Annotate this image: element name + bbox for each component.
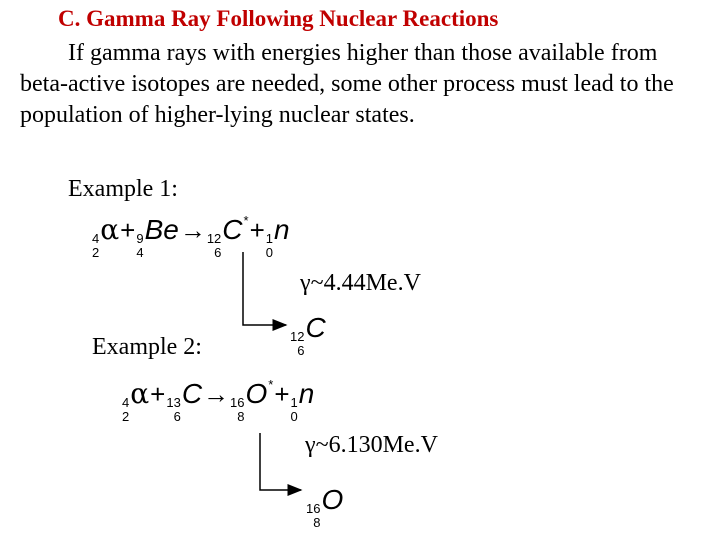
example-1-label: Example 1:: [68, 176, 178, 202]
carbon-excited-nucleus: 12 6 C*: [206, 213, 249, 260]
example-1-final-nucleus: 12 6 C: [290, 312, 326, 358]
decay-arrow-2: [260, 433, 301, 490]
slide-title: C. Gamma Ray Following Nuclear Reactions: [58, 6, 499, 31]
oxygen-excited-nucleus: 16 8 O*: [230, 377, 274, 424]
plus-sign: +: [120, 215, 136, 245]
intro-paragraph: If gamma rays with energies higher than those available from beta-active isotopes are needed, some other process must lead to the population of higher-lying nuclear states.: [20, 40, 674, 128]
example-2-final-nucleus: 16 8 O: [306, 484, 344, 530]
decay-arrow-1: [243, 252, 286, 325]
plus-sign: +: [150, 379, 166, 409]
beryllium-nucleus: 9 4 Be: [136, 214, 179, 260]
reaction-arrow: →: [179, 215, 206, 245]
plus-sign: +: [249, 215, 265, 245]
alpha-particle: 4 2 α: [122, 377, 150, 424]
carbon-13-nucleus: 13 6 C: [166, 378, 203, 424]
example-2-label: Example 2:: [92, 334, 202, 360]
plus-sign: +: [274, 379, 290, 409]
reaction-arrow: →: [203, 379, 230, 409]
example-2-gamma-energy: γ~6.130Me.V: [305, 432, 438, 458]
alpha-particle: 4 2 α: [92, 213, 120, 260]
example-1-gamma-energy: γ~4.44Me.V: [300, 270, 421, 296]
neutron: 1 0 n: [290, 378, 315, 424]
neutron: 1 0 n: [265, 214, 290, 260]
